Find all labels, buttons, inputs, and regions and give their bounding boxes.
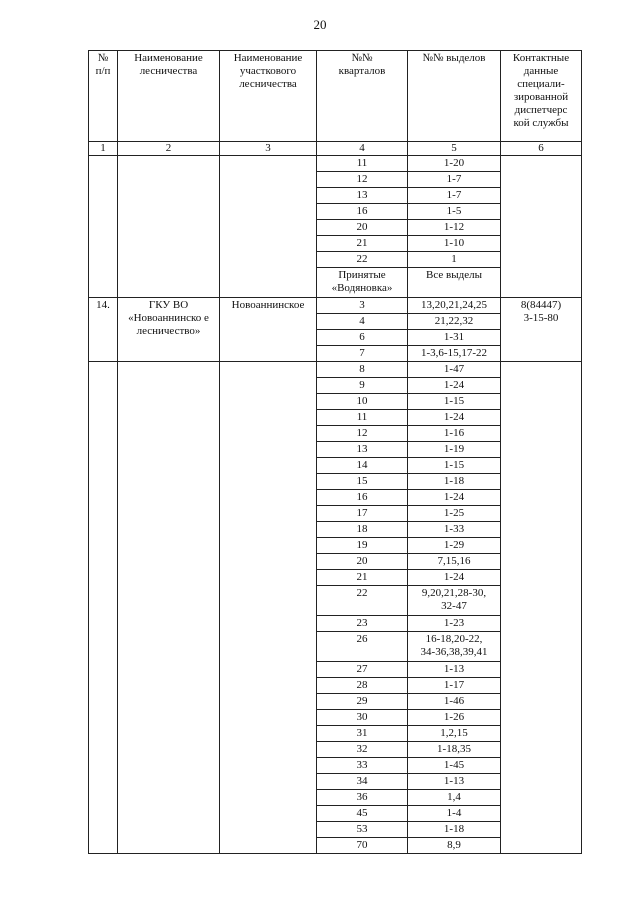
contact-cell: [501, 362, 582, 854]
allotment-cell: 16-18,20-22, 34-36,38,39,41: [408, 632, 501, 662]
allotment-cell: 1: [408, 252, 501, 268]
quarter-cell: 6: [317, 330, 408, 346]
quarter-cell: 53: [317, 822, 408, 838]
quarter-cell: 20: [317, 554, 408, 570]
allotment-cell: 1-5: [408, 204, 501, 220]
quarter-cell: 17: [317, 506, 408, 522]
quarter-cell: Принятые «Водяновка»: [317, 268, 408, 298]
quarter-cell: 13: [317, 442, 408, 458]
allotment-cell: 1-3,6-15,17-22: [408, 346, 501, 362]
quarter-cell: 12: [317, 172, 408, 188]
forestry-cell: [118, 156, 220, 298]
allotment-cell: Все выделы: [408, 268, 501, 298]
district-name: Новоаннинское: [220, 298, 317, 362]
quarter-cell: 13: [317, 188, 408, 204]
allotment-cell: 1-29: [408, 538, 501, 554]
table-row: [89, 156, 582, 172]
column-header: № п/п: [89, 51, 118, 142]
allotment-cell: 1-18,35: [408, 742, 501, 758]
allotment-cell: 1-47: [408, 362, 501, 378]
entry-number: 14.: [89, 298, 118, 362]
allotment-cell: 1-24: [408, 378, 501, 394]
quarter-cell: 21: [317, 236, 408, 252]
quarter-cell: 11: [317, 156, 408, 172]
quarter-cell: 30: [317, 710, 408, 726]
allotment-cell: 1,4: [408, 790, 501, 806]
quarter-cell: 70: [317, 838, 408, 854]
quarter-cell: 22: [317, 252, 408, 268]
quarter-cell: 14: [317, 458, 408, 474]
allotment-cell: 1-26: [408, 710, 501, 726]
number-cell: [89, 362, 118, 854]
quarter-cell: 8: [317, 362, 408, 378]
allotment-cell: 13,20,21,24,25: [408, 298, 501, 314]
quarter-cell: 22: [317, 586, 408, 616]
allotment-cell: 21,22,32: [408, 314, 501, 330]
forestry-cell: [118, 362, 220, 854]
quarter-cell: 16: [317, 490, 408, 506]
allotment-cell: 1-7: [408, 188, 501, 204]
quarter-cell: 26: [317, 632, 408, 662]
column-header: №№ кварталов: [317, 51, 408, 142]
district-cell: [220, 156, 317, 298]
column-number: 2: [118, 142, 220, 156]
forestry-table: [88, 50, 582, 854]
quarter-cell: 36: [317, 790, 408, 806]
allotment-cell: 1-19: [408, 442, 501, 458]
allotment-cell: 1-17: [408, 678, 501, 694]
quarter-cell: 33: [317, 758, 408, 774]
column-number: 5: [408, 142, 501, 156]
table-row: [89, 362, 582, 378]
allotment-cell: 1-16: [408, 426, 501, 442]
allotment-cell: 1-24: [408, 410, 501, 426]
allotment-cell: 1,2,15: [408, 726, 501, 742]
quarter-cell: 21: [317, 570, 408, 586]
header-row: [89, 51, 582, 142]
contact-cell: [501, 156, 582, 298]
quarter-cell: 4: [317, 314, 408, 330]
column-number: 1: [89, 142, 118, 156]
quarter-cell: 18: [317, 522, 408, 538]
allotment-cell: 1-4: [408, 806, 501, 822]
allotment-cell: 1-15: [408, 394, 501, 410]
allotment-cell: 9,20,21,28-30, 32-47: [408, 586, 501, 616]
quarter-cell: 23: [317, 616, 408, 632]
allotment-cell: 1-18: [408, 474, 501, 490]
quarter-cell: 20: [317, 220, 408, 236]
column-number: 4: [317, 142, 408, 156]
allotment-cell: 1-13: [408, 662, 501, 678]
quarter-cell: 3: [317, 298, 408, 314]
allotment-cell: 1-33: [408, 522, 501, 538]
allotment-cell: 1-25: [408, 506, 501, 522]
table-row: [89, 298, 582, 314]
allotment-cell: 1-20: [408, 156, 501, 172]
allotment-cell: 1-13: [408, 774, 501, 790]
allotment-cell: 1-15: [408, 458, 501, 474]
page-number: 20: [313, 17, 327, 32]
quarter-cell: 16: [317, 204, 408, 220]
quarter-cell: 15: [317, 474, 408, 490]
allotment-cell: 1-24: [408, 570, 501, 586]
column-header: №№ выделов: [408, 51, 501, 142]
quarter-cell: 7: [317, 346, 408, 362]
quarter-cell: 29: [317, 694, 408, 710]
allotment-cell: 1-45: [408, 758, 501, 774]
quarter-cell: 28: [317, 678, 408, 694]
quarter-cell: 31: [317, 726, 408, 742]
number-cell: [89, 156, 118, 298]
quarter-cell: 12: [317, 426, 408, 442]
allotment-cell: 1-23: [408, 616, 501, 632]
column-header: Контактные данные специали- зированной диспетчерс кой службы: [501, 51, 582, 142]
quarter-cell: 10: [317, 394, 408, 410]
quarter-cell: 11: [317, 410, 408, 426]
quarter-cell: 34: [317, 774, 408, 790]
column-number: 3: [220, 142, 317, 156]
column-header: Наименование лесничества: [118, 51, 220, 142]
allotment-cell: 1-7: [408, 172, 501, 188]
allotment-cell: 1-24: [408, 490, 501, 506]
allotment-cell: 7,15,16: [408, 554, 501, 570]
quarter-cell: 45: [317, 806, 408, 822]
allotment-cell: 1-46: [408, 694, 501, 710]
contact-number: 8(84447) 3-15-80: [501, 298, 582, 362]
allotment-cell: 1-10: [408, 236, 501, 252]
quarter-cell: 32: [317, 742, 408, 758]
column-numbers-row: [89, 142, 582, 156]
district-cell: [220, 362, 317, 854]
allotment-cell: 8,9: [408, 838, 501, 854]
allotment-cell: 1-12: [408, 220, 501, 236]
quarter-cell: 19: [317, 538, 408, 554]
allotment-cell: 1-18: [408, 822, 501, 838]
quarter-cell: 9: [317, 378, 408, 394]
allotment-cell: 1-31: [408, 330, 501, 346]
column-header: Наименование участкового лесничества: [220, 51, 317, 142]
quarter-cell: 27: [317, 662, 408, 678]
forestry-name: ГКУ ВО «Новоаннинско е лесничество»: [118, 298, 220, 362]
column-number: 6: [501, 142, 582, 156]
